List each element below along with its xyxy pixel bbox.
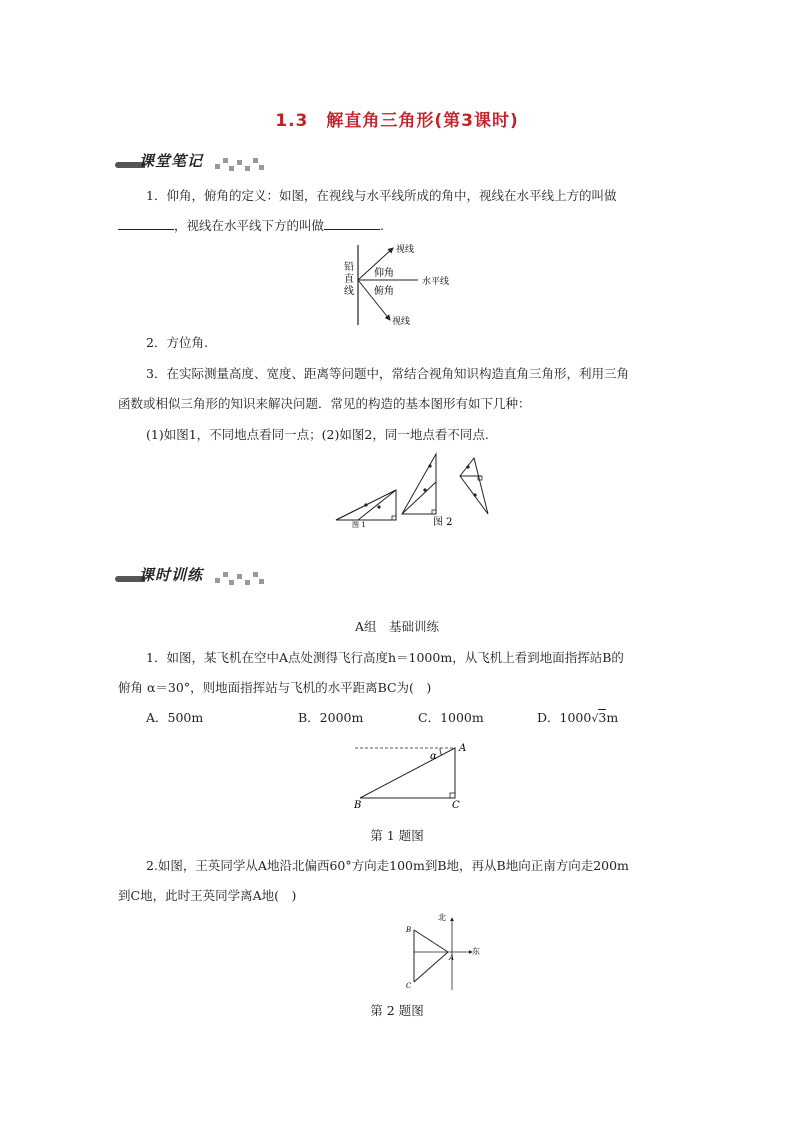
point-c-label: C [406, 982, 412, 990]
question-1-line2: 俯角 α＝30°，则地面指挥站与飞机的水平距离BC为( ) [118, 680, 432, 695]
answer-blank [118, 217, 174, 230]
note-item-3-line2: 函数或相似三角形的知识来解决问题．常见的构造的基本图形有如下几种： [118, 396, 531, 411]
question-2-figure [400, 912, 480, 992]
basic-figures [330, 452, 500, 530]
page-title: 1.3 解直角三角形(第3课时) [275, 111, 519, 131]
vertical-label-1: 铅 [344, 262, 354, 273]
question-1-figure [350, 740, 480, 810]
question-2-line1: 2.如图，王英同学从A地沿北偏西60°方向走100m到B地，再从B地向正南方向走200m [146, 858, 629, 873]
q1-option-b: B．2000m [298, 710, 364, 725]
point-b-label: B [354, 800, 362, 810]
figure-2-label: 图 2 [433, 517, 453, 528]
elevation-depression-figure [338, 240, 468, 330]
note-item-2: 2．方位角. [146, 335, 208, 350]
figure-1-label: 图 1 [352, 521, 366, 529]
question-1-line1: 1．如图，某飞机在空中A点处测得飞行高度h＝1000m，从飞机上看到地面指挥站B的 [146, 650, 624, 665]
figure-2b [460, 458, 488, 514]
note-item-1-line2: ，视线在水平线下方的叫做 . [118, 216, 384, 236]
section-header-notes [115, 150, 275, 174]
point-b-label: B [406, 926, 412, 934]
point-c-label: C [452, 800, 460, 810]
question-1-caption: 第 1 题图 [370, 828, 424, 843]
right-triangle [360, 748, 455, 798]
figure-2a [402, 454, 436, 514]
point-a-label: A [449, 954, 455, 962]
note-item-3-line1: 3．在实际测量高度、宽度、距离等问题中，常结合视角知识构造直角三角形，利用三角 [146, 366, 629, 381]
figure-1 [336, 490, 396, 529]
east-label: 东 [472, 947, 480, 956]
decorative-dots-icon [215, 156, 265, 172]
note-item-3-line3: (1)如图1，不同地点看同一点；(2)如图2，同一地点看不同点. [146, 427, 489, 442]
section-header-label: 课堂笔记 [139, 152, 204, 170]
question-2-line2: 到C地，此时王英同学离A地( ) [118, 888, 297, 903]
question-2-caption: 第 2 题图 [370, 1003, 424, 1018]
sight-label-bottom: 视线 [392, 317, 411, 327]
alpha-label: α [430, 751, 437, 762]
path-ab [414, 930, 448, 952]
vertical-label-3: 线 [344, 286, 354, 297]
point-a-label: A [459, 743, 467, 754]
depression-label: 俯角 [374, 286, 394, 297]
section-header-practice [115, 564, 275, 588]
note-item-1-line1: 1．仰角，俯角的定义：如图，在视线与水平线所成的角中，视线在水平线上方的叫做 [146, 188, 617, 203]
decorative-dots-icon [215, 570, 265, 586]
north-label: 北 [438, 913, 446, 922]
elevation-label: 仰角 [374, 268, 394, 279]
vertical-label-2: 直 [344, 274, 354, 285]
q1-option-c: C．1000m [418, 710, 484, 725]
horizontal-label: 水平线 [422, 277, 450, 287]
section-header-label: 课时训练 [139, 566, 204, 584]
group-heading: A组 基础训练 [354, 619, 440, 634]
path-ca [414, 952, 448, 982]
answer-blank [324, 217, 380, 230]
q1-option-a: A．500m [146, 710, 204, 725]
sight-label-top: 视线 [396, 245, 415, 255]
q1-option-d: D．1000√3m [537, 710, 619, 725]
